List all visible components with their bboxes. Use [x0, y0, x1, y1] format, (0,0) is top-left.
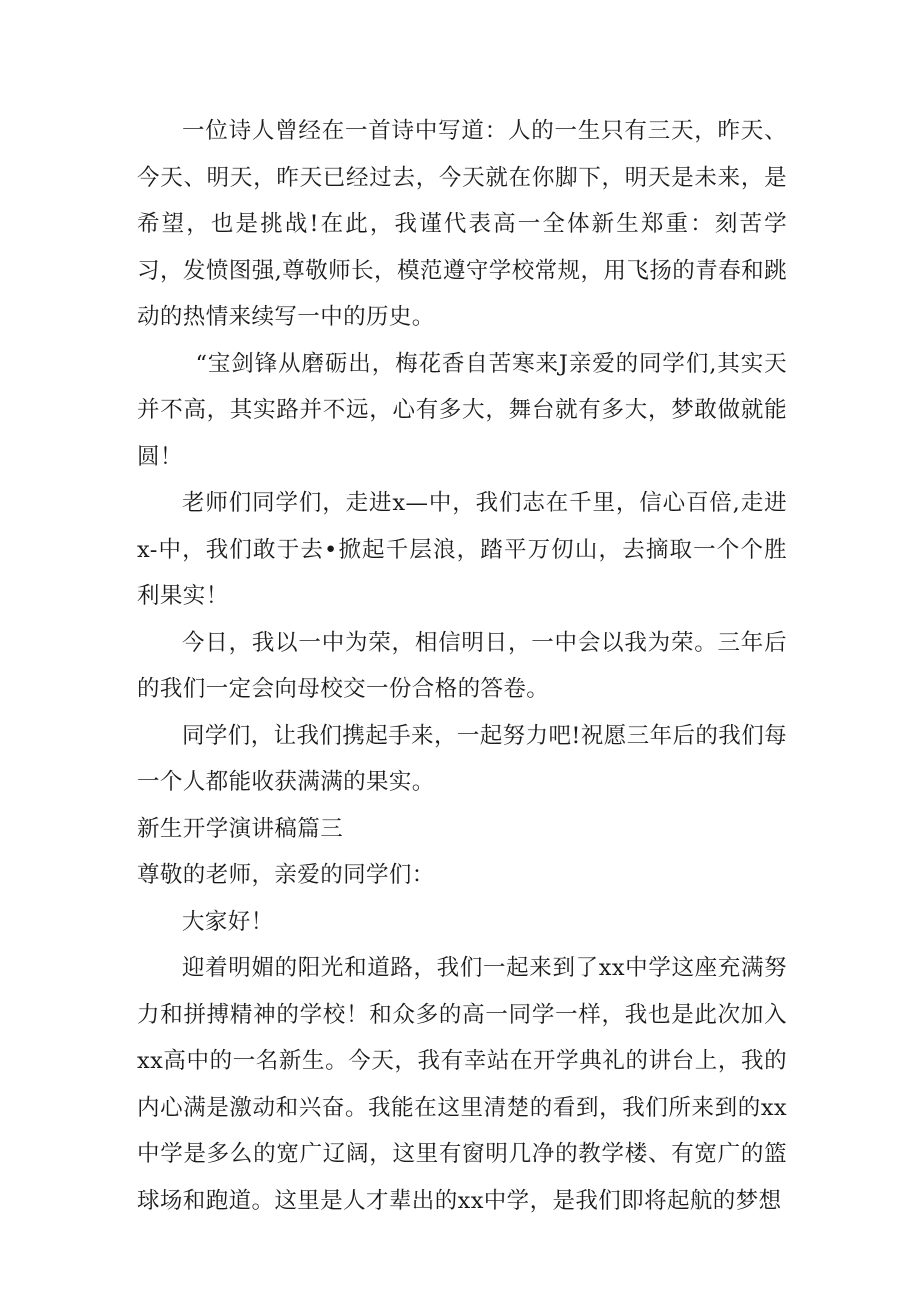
paragraph-quote: “宝剑锋从磨砺出，梅花香自苦寒来J亲爱的同学们,其实天并不高，其实路并不远，心有多大，舞台就有多大，梦敢做就能圆！	[137, 350, 787, 470]
paragraph-enter-school: 老师们同学们，走进x—中，我们志在千里，信心百倍,走进x-中，我们敢于去•掀起千层浪，踏平万仞山，去摘取一个个胜利果实！	[137, 490, 787, 609]
paragraph-poet: 一位诗人曾经在一首诗中写道：人的一生只有三天，昨天、今天、明天，昨天已经过去，今天就在你脚下，明天是未来，是希望，也是挑战!在此，我谨代表高一全体新生郑重：刻苦学习，发愤图强,尊敬师长，模范遵守学校常规，用飞扬的青春和跳动的热情来续写一中的历史。	[137, 118, 787, 330]
salutation: 尊敬的老师，亲爱的同学们：	[137, 862, 435, 888]
section-title: 新生开学演讲稿篇三	[137, 815, 344, 842]
greeting: 大家好！	[182, 908, 274, 935]
paragraph-proud: 今日，我以一中为荣，相信明日，一中会以我为荣。三年后的我们一定会向母校交一份合格的答卷。	[137, 629, 787, 702]
paragraph-together: 同学们，让我们携起手来，一起努力吧!祝愿三年后的我们每一个人都能收获满满的果实。	[137, 722, 787, 795]
document-content	[137, 108, 787, 1224]
paragraph-body: 迎着明媚的阳光和道路，我们一起来到了xx中学这座充满努力和拼搏精神的学校！和众多的高一同学一样，我也是此次加入xx高中的一名新生。今天，我有幸站在开学典礼的讲台上，我的内心满是激动和兴奋。我能在这里清楚的看到，我们所来到的xx中学是多么的宽广辽阔，这里有窗明几净的教学楼、有宽广的篮球场和跑道。这里是人才辈出的xx中学，是我们即将起航的梦想	[137, 955, 787, 1214]
